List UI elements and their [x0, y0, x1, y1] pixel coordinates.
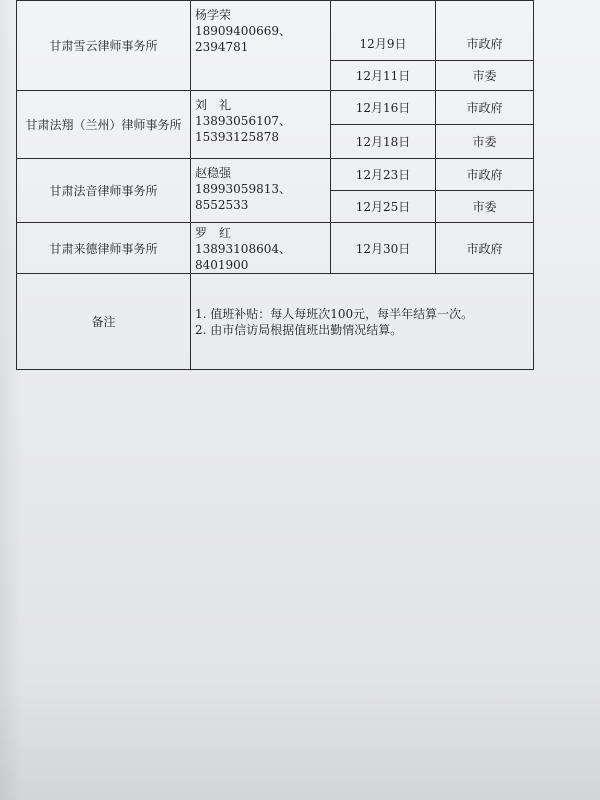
duty-organization: 市政府 — [436, 91, 534, 125]
notes-content — [191, 274, 534, 370]
table-row — [17, 91, 534, 125]
firm-name: 甘肃法音律师事务所 — [17, 159, 191, 223]
contact-line-2: 8401900 — [195, 258, 249, 272]
duty-date: 12月11日 — [331, 61, 436, 91]
table-row — [17, 159, 534, 191]
duty-date: 12月23日 — [331, 159, 436, 191]
contact-line-2: 15393125878 — [195, 130, 279, 144]
contact-line-2: 8552533 — [195, 198, 249, 212]
note-item: 1. 值班补贴：每人每班次100元，每半年结算一次。 — [195, 306, 474, 321]
contact-line-1: 杨学荣18909400669、 — [195, 8, 291, 38]
duty-schedule-table — [16, 0, 534, 370]
duty-organization: 市政府 — [436, 159, 534, 191]
duty-organization: 市政府 — [436, 223, 534, 274]
table-row — [17, 1, 534, 61]
firm-contact — [191, 1, 331, 91]
duty-organization: 市委 — [436, 61, 534, 91]
contact-line-1: 罗 红13893108604、 — [195, 226, 291, 256]
page-shadow-bottom — [0, 680, 600, 800]
firm-name: 甘肃法翔（兰州）律师事务所 — [17, 91, 191, 159]
duty-organization: 市政府 — [436, 1, 534, 61]
firm-name: 甘肃来德律师事务所 — [17, 223, 191, 274]
firm-name: 甘肃雪云律师事务所 — [17, 1, 191, 91]
contact-line-1: 赵稳强18993059813、 — [195, 166, 291, 196]
contact-line-2: 2394781 — [195, 40, 249, 54]
firm-contact — [191, 159, 331, 223]
note-item: 2. 由市信访局根据值班出勤情况结算。 — [195, 322, 403, 337]
table-row — [17, 223, 534, 274]
firm-contact — [191, 223, 331, 274]
contact-line-1: 刘 礼13893056107、 — [195, 98, 291, 128]
notes-row — [17, 274, 534, 370]
duty-date: 12月18日 — [331, 125, 436, 159]
duty-date: 12月25日 — [331, 191, 436, 223]
notes-label: 备注 — [17, 274, 191, 370]
duty-date: 12月9日 — [331, 1, 436, 61]
duty-organization: 市委 — [436, 125, 534, 159]
duty-date: 12月16日 — [331, 91, 436, 125]
firm-contact — [191, 91, 331, 159]
duty-organization: 市委 — [436, 191, 534, 223]
duty-date: 12月30日 — [331, 223, 436, 274]
